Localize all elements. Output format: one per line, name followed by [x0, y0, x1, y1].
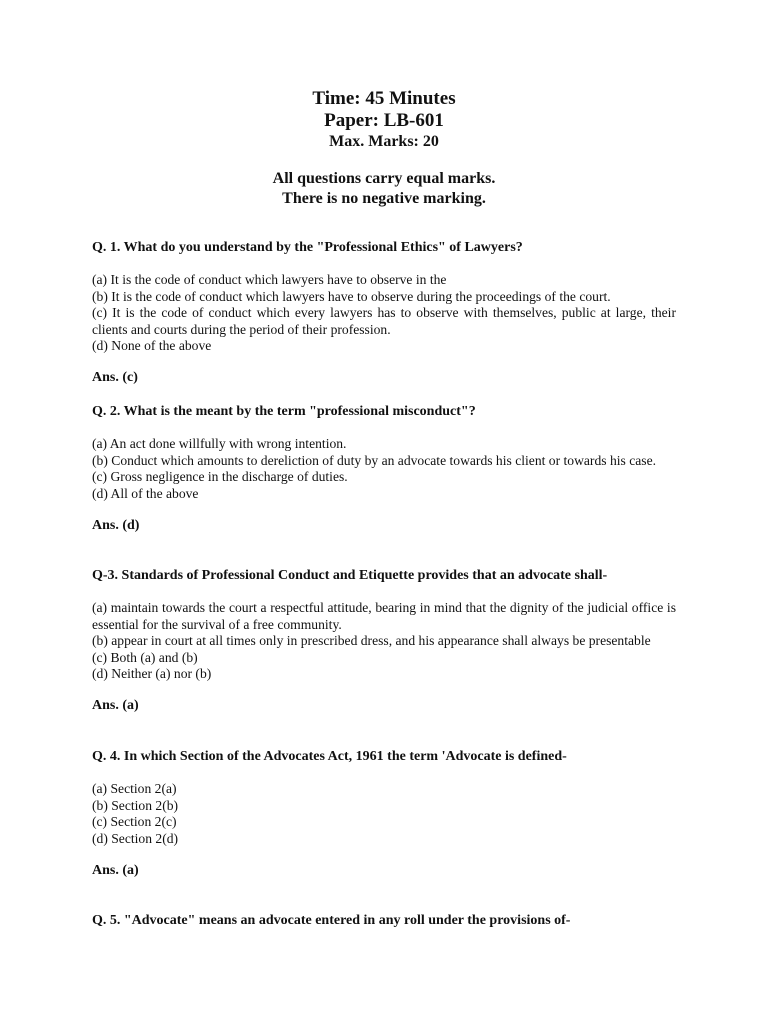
option-d: (d) None of the above — [92, 338, 212, 354]
option-b: (b) appear in court at all times only in prescribed dress, and his appearance shall always be presentable — [92, 633, 651, 649]
options-list — [92, 436, 676, 502]
option-b: (b) It is the code of conduct which lawyers have to observe during the proceedings of the court. — [92, 288, 611, 304]
question-title: Q. 4. In which Section of the Advocates Act, 1961 the term 'Advocate is defined- — [92, 749, 567, 764]
option-d: (d) Neither (a) nor (b) — [92, 666, 212, 682]
max-marks: Max. Marks: 20 — [329, 133, 439, 150]
question-4 — [92, 749, 676, 879]
answer: Ans. (a) — [92, 863, 139, 879]
option-a: (a) Section 2(a) — [92, 781, 177, 797]
question-3 — [92, 568, 676, 715]
question-title: Q. 5. "Advocate" means an advocate entered in any roll under the provisions of- — [92, 913, 571, 928]
instruction-equal-marks: All questions carry equal marks. — [272, 170, 496, 187]
option-b: (b) Conduct which amounts to dereliction of duty by an advocate towards his client or towards his case. — [92, 452, 657, 468]
answer: Ans. (a) — [92, 698, 139, 714]
option-a: (a) An act done willfully with wrong intention. — [92, 436, 347, 452]
question-2 — [92, 404, 676, 534]
options-list — [92, 781, 676, 847]
option-c: (c) It is the code of conduct which every lawyers has to observe with themselves, public at large, their clients and courts during the period of their profession. — [92, 305, 676, 337]
question-5 — [92, 913, 676, 929]
option-a: (a) maintain towards the court a respectful attitude, bearing in mind that the dignity of the judicial office is essential for the survival of a free community. — [92, 600, 676, 632]
options-list — [92, 600, 676, 682]
options-list — [92, 272, 676, 354]
option-c: (c) Section 2(c) — [92, 814, 177, 830]
question-1 — [92, 240, 676, 387]
option-c: (c) Gross negligence in the discharge of duties. — [92, 469, 348, 485]
paper-code: Paper: LB-601 — [324, 110, 444, 131]
instruction-no-negative: There is no negative marking. — [282, 190, 486, 207]
question-title: Q. 2. What is the meant by the term "professional misconduct"? — [92, 404, 476, 419]
question-title: Q-3. Standards of Professional Conduct and Etiquette provides that an advocate shall- — [92, 568, 608, 583]
option-c: (c) Both (a) and (b) — [92, 649, 198, 665]
option-d: (d) Section 2(d) — [92, 830, 179, 846]
option-b: (b) Section 2(b) — [92, 797, 179, 813]
answer: Ans. (d) — [92, 518, 140, 534]
option-d: (d) All of the above — [92, 485, 199, 501]
question-title: Q. 1. What do you understand by the "Professional Ethics" of Lawyers? — [92, 240, 523, 255]
exam-time: Time: 45 Minutes — [312, 88, 456, 109]
option-a: (a) It is the code of conduct which lawyers have to observe in the — [92, 272, 447, 288]
answer: Ans. (c) — [92, 370, 138, 386]
